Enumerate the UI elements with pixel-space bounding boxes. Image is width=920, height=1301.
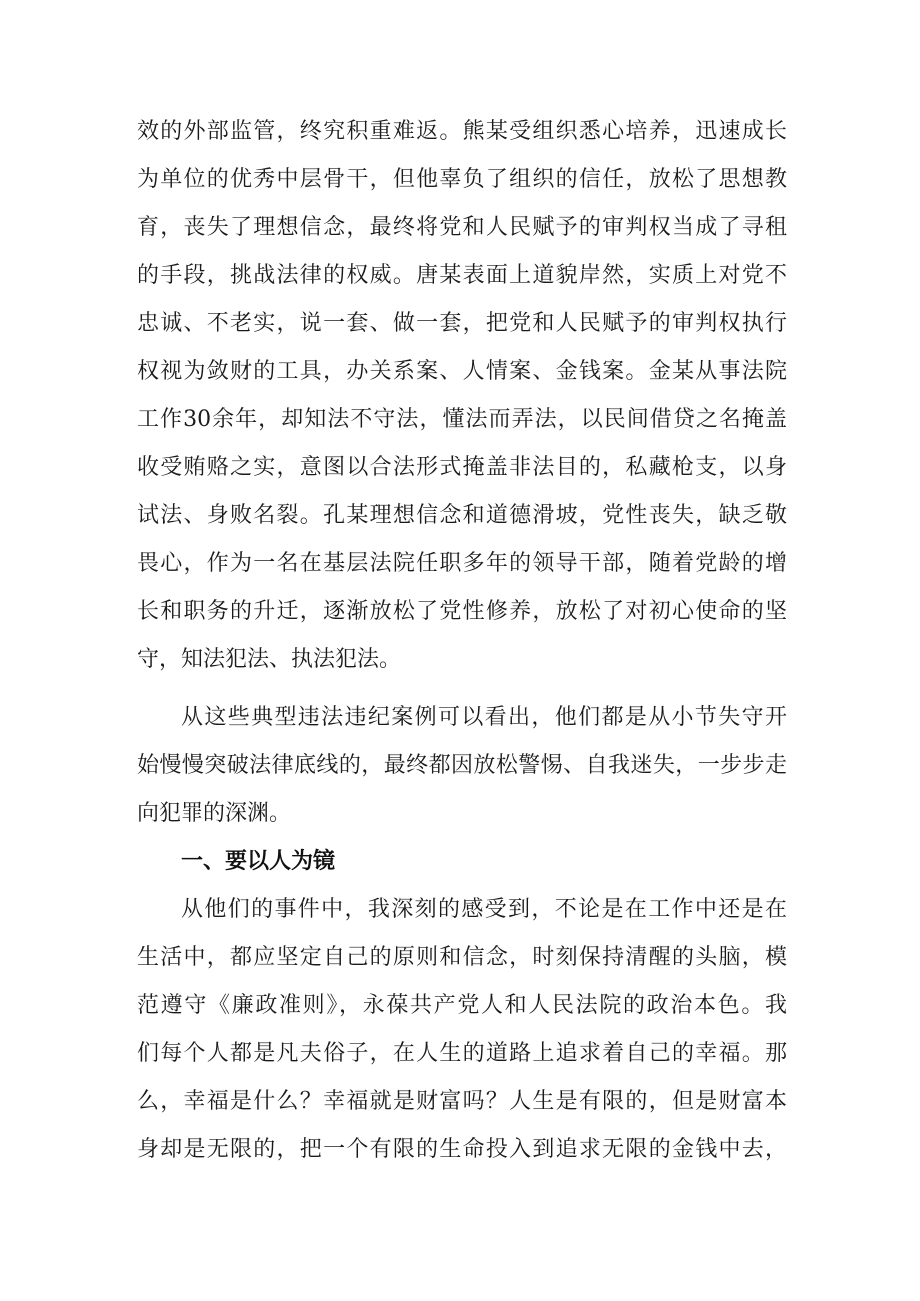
paragraph-line: 守，知法犯法、执法犯法。 — [137, 647, 402, 672]
paragraph-line: 长和职务的升迁，逐渐放松了党性修养，放松了对初心使命的坚 — [137, 599, 787, 624]
paragraph-line: 试法、身败名裂。孔某理想信念和道德滑坡，党性丧失，缺乏敬 — [137, 503, 787, 528]
paragraph-line: 育，丧失了理想信念，最终将党和人民赋予的审判权当成了寻租 — [137, 215, 787, 240]
paragraph-line: 权视为敛财的工具，办关系案、人情案、金钱案。金某从事法院 — [137, 359, 787, 384]
paragraph-2 — [137, 694, 787, 838]
paragraph-line: 生活中，都应坚定自己的原则和信念，时刻保持清醒的头脑，模 — [137, 945, 787, 970]
paragraph-line: 身却是无限的，把一个有限的生命投入到追求无限的金钱中去， — [137, 1137, 787, 1162]
section-heading: 一、要以人为镜 — [181, 849, 336, 874]
paragraph-line: 范遵守《廉政准则》，永葆共产党人和人民法院的政治本色。我 — [137, 993, 787, 1018]
paragraph-line: 畏心，作为一名在基层法院任职多年的领导干部，随着党龄的增 — [137, 551, 787, 576]
paragraph-line: 忠诚、不老实，说一套、做一套，把党和人民赋予的审判权执行 — [137, 311, 787, 336]
paragraph-line: 从他们的事件中，我深刻的感受到，不论是在工作中还是在 — [181, 897, 787, 922]
paragraph-line: 始慢慢突破法律底线的，最终都因放松警惕、自我迷失，一步步走 — [137, 753, 787, 778]
paragraph-line: 效的外部监管，终究积重难返。熊某受组织悉心培养，迅速成长 — [137, 119, 787, 144]
paragraph-line: 们每个人都是凡夫俗子，在人生的道路上追求着自己的幸福。那 — [137, 1041, 787, 1066]
paragraph-line: 从这些典型违法违纪案例可以看出，他们都是从小节失守开 — [181, 705, 787, 730]
paragraph-line: 么，幸福是什么？幸福就是财富吗？人生是有限的，但是财富本 — [137, 1089, 787, 1114]
paragraph-line: 向犯罪的深渊。 — [137, 801, 292, 826]
paragraph-line: 为单位的优秀中层骨干，但他辜负了组织的信任，放松了思想教 — [137, 167, 787, 192]
paragraph-line: 工作30余年，却知法不守法，懂法而弄法，以民间借贷之名掩盖 — [137, 407, 787, 432]
paragraph-1 — [137, 108, 787, 684]
paragraph-line: 收受贿赂之实，意图以合法形式掩盖非法目的，私藏枪支，以身 — [137, 455, 787, 480]
paragraph-line: 的手段，挑战法律的权威。唐某表面上道貌岸然，实质上对党不 — [137, 263, 787, 288]
paragraph-3 — [137, 886, 787, 1174]
